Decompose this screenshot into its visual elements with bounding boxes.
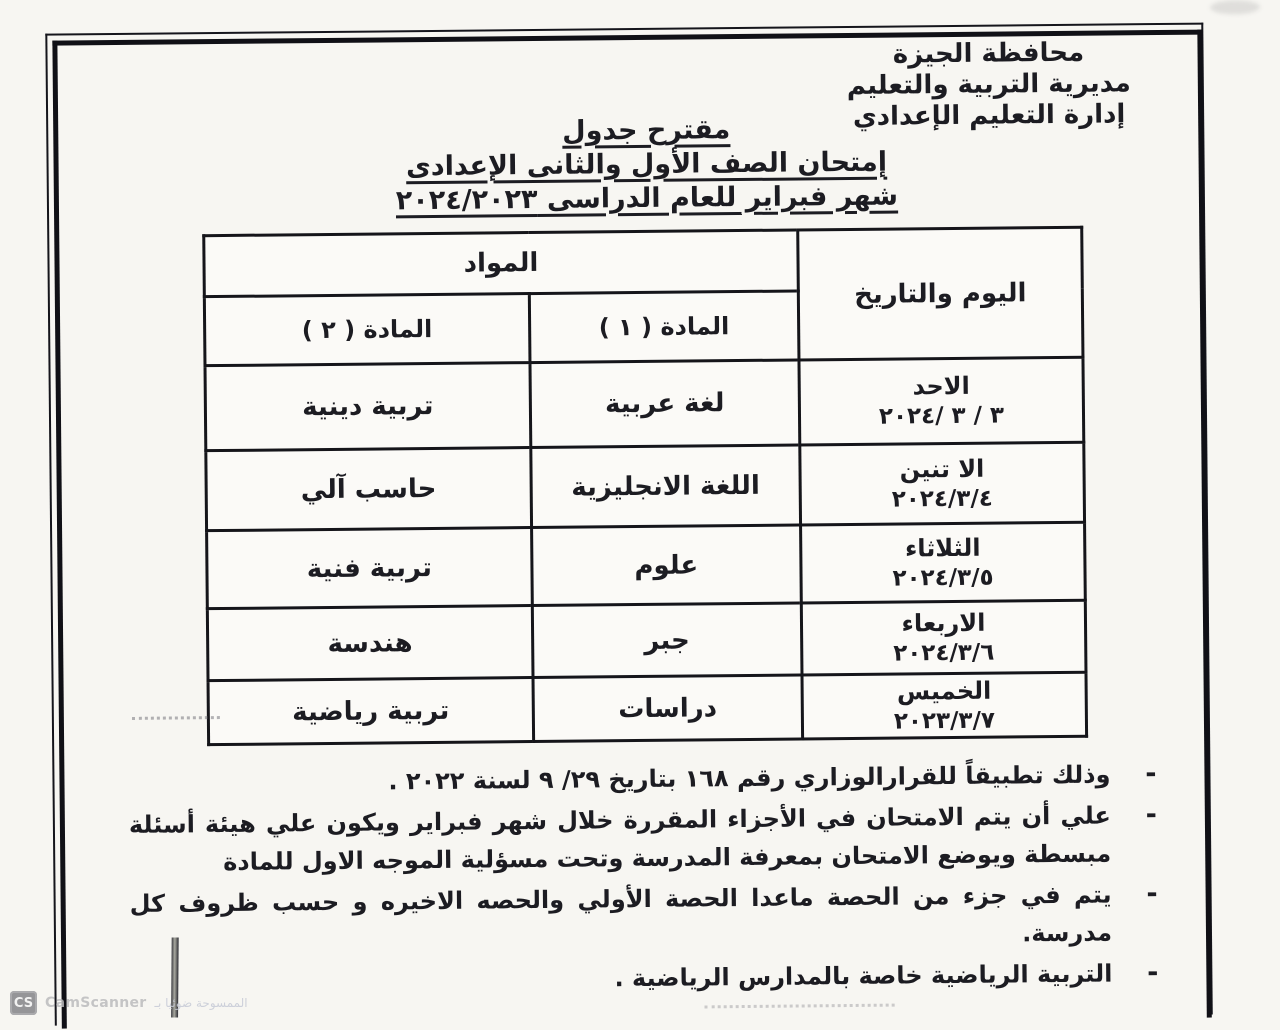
day-date: ٢٠٢٤/٣/٤	[891, 485, 993, 513]
note-text: علي أن يتم الامتحان في الأجزاء المقررة خلال شهر فبراير ويكون علي هيئة أسئلة مبسطة ويوضع الامتحان بمعرفة المدرسة وتحت مسؤلية الموجه الاول للمادة	[128, 801, 1112, 877]
day-date: ٢٠٢٤/٣/٦	[893, 639, 995, 667]
col-header-subjects: المواد	[204, 230, 799, 297]
dash-bullet-icon: -	[1146, 878, 1158, 910]
note-text: يتم في جزء من الحصة ماعدا الحصة الأولي والحصه الاخيره و حسب ظروف كل مدرسة.	[129, 880, 1113, 948]
notes-list	[128, 755, 1158, 1005]
day-date: ٢٠٢٤/ ٣ / ٣	[878, 402, 1005, 430]
day-name: الا تنين	[899, 454, 985, 484]
day-date-cell	[801, 600, 1086, 675]
letterhead-governorate: محافظة الجيزة	[892, 37, 1085, 70]
dash-bullet-icon: -	[1145, 799, 1157, 831]
col-header-subject-1: المادة ( ١ )	[529, 291, 799, 363]
day-name: الاحد	[912, 371, 970, 401]
day-name: الاربعاء	[901, 608, 986, 637]
table-row	[205, 357, 1084, 450]
note-item	[130, 954, 1158, 1002]
day-date: ٢٠٢٤/٣/٥	[892, 564, 994, 592]
col-header-subject-2: المادة ( ٢ )	[204, 294, 529, 366]
subject2-cell: تربية فنية	[207, 528, 532, 609]
subject1-cell: جبر	[532, 603, 802, 678]
col-header-day-date: اليوم والتاريخ	[798, 227, 1083, 360]
letterhead-department: إدارة التعليم الإعدادي	[852, 99, 1126, 132]
dash-bullet-icon: -	[1145, 758, 1157, 790]
title-line-1: مقترح جدول	[562, 114, 731, 147]
note-text: وذلك تطبيقاً للقرارالوزاري رقم ١٦٨ بتاريخ ٢٩/ ٩ لسنة ٢٠٢٢ .	[388, 760, 1111, 796]
subject2-cell: تربية رياضية	[208, 678, 533, 745]
title-line-2: إمتحان الصف الأول والثانى الإعدادى	[405, 146, 888, 183]
document-title	[306, 111, 987, 220]
table-row	[206, 442, 1085, 530]
dash-bullet-icon: -	[1147, 957, 1159, 989]
subject1-cell: اللغة الانجليزية	[531, 445, 801, 528]
subject1-cell: دراسات	[533, 675, 803, 742]
subject1-cell: لغة عربية	[530, 360, 800, 448]
note-item	[129, 875, 1158, 961]
table-row	[207, 600, 1086, 680]
subject2-cell: حاسب آلي	[206, 448, 532, 531]
title-line-3: شهر فبراير للعام الدراسى ٢٠٢٤/٢٠٢٣	[395, 180, 899, 217]
scan-artifact-smudge	[1210, 0, 1260, 14]
day-date-cell	[799, 357, 1084, 445]
subject2-cell: تربية دينية	[205, 363, 531, 451]
note-text: التربية الرياضية خاصة بالمدارس الرياضية .	[614, 959, 1113, 993]
day-date-cell	[802, 672, 1087, 739]
camscanner-brand-text: CamScanner	[45, 995, 147, 1011]
subject1-cell: علوم	[531, 525, 801, 606]
note-item	[129, 796, 1158, 882]
day-name: الثلاثاء	[904, 533, 981, 562]
day-date: ٢٠٢٣/٣/٧	[893, 707, 996, 735]
day-date-cell	[800, 442, 1085, 525]
camscanner-watermark	[10, 991, 248, 1015]
table-row	[208, 672, 1087, 744]
subject2-cell: هندسة	[207, 606, 532, 681]
day-date-cell	[801, 522, 1086, 603]
table-row	[207, 522, 1086, 608]
camscanner-arabic-text: الممسوحة ضوئيا بـ	[154, 996, 248, 1010]
exam-schedule-table	[202, 226, 1088, 746]
day-name: الخميس	[896, 676, 992, 706]
camscanner-badge-icon: CS	[10, 991, 37, 1015]
letterhead-directorate: مديرية التربية والتعليم	[846, 68, 1131, 101]
